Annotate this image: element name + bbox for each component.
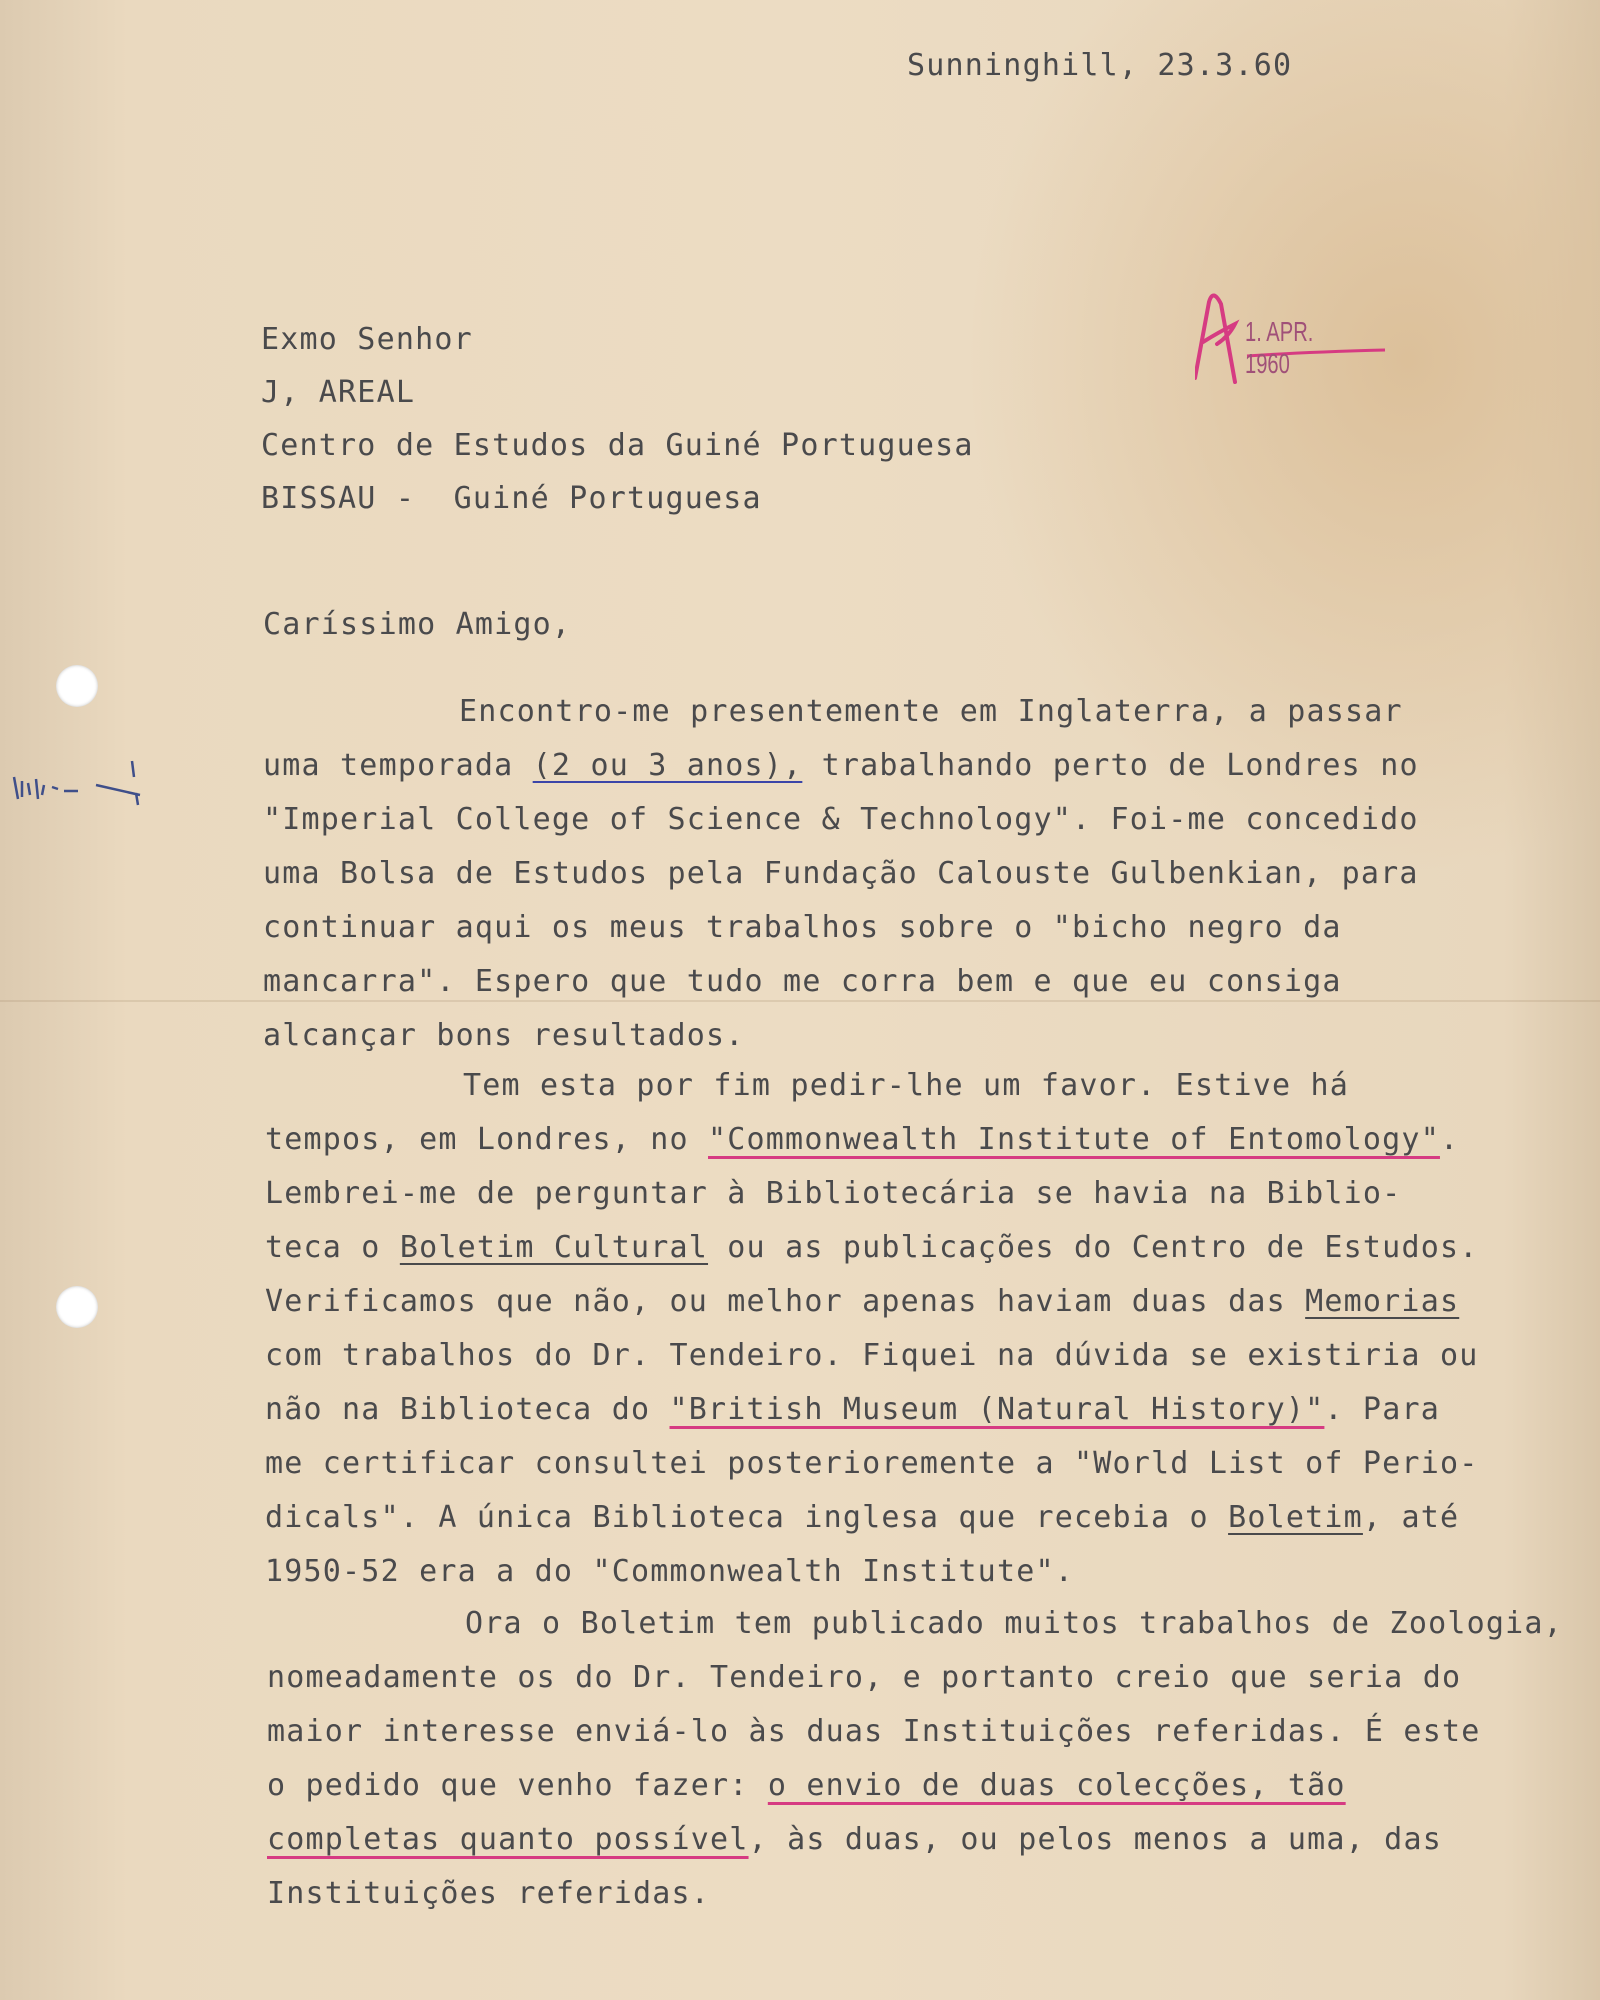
p1-line-1: Encontro-me presentemente em Inglaterra, a passar xyxy=(459,694,1403,729)
duration-annotated: (2 ou 3 anos), xyxy=(532,748,803,783)
p2-line-6: com trabalhos do Dr. Tendeiro. Fiquei na dúvida se existiria ou xyxy=(265,1338,1479,1373)
address-line-1: Exmo Senhor xyxy=(261,322,473,357)
text-span: , às duas, ou pelos menos a uma, das xyxy=(748,1822,1442,1857)
institute-underlined: "Commonwealth Institute of Entomology" xyxy=(708,1122,1440,1157)
address-line-3: Centro de Estudos da Guiné Portuguesa xyxy=(261,428,974,463)
punch-hole-top xyxy=(56,665,98,707)
place-date: Sunninghill, 23.3.60 xyxy=(907,48,1293,83)
boletim-underlined-2: Boletim xyxy=(1228,1500,1363,1535)
request-underlined: o envio de duas colecções, tão xyxy=(767,1768,1346,1803)
p3-line-1: Ora o Boletim tem publicado muitos trabalhos de Zoologia, xyxy=(465,1606,1563,1641)
p1-line-4: uma Bolsa de Estudos pela Fundação Calouste Gulbenkian, para xyxy=(263,856,1419,891)
salutation: Caríssimo Amigo, xyxy=(263,607,572,642)
text-span: teca o xyxy=(265,1230,400,1265)
received-stamp xyxy=(1195,282,1395,392)
p3-line-6: Instituições referidas. xyxy=(267,1876,711,1911)
text-span: , até xyxy=(1362,1500,1460,1535)
request-underlined-2: completas quanto possível xyxy=(267,1822,749,1857)
text-span: tempos, em Londres, no xyxy=(265,1122,709,1157)
p3-line-4 xyxy=(267,1768,1346,1803)
boletim-underlined: Boletim Cultural xyxy=(399,1230,709,1265)
p2-line-8: me certificar consultei posterioremente a "World List of Perio- xyxy=(265,1446,1479,1481)
fold-crease xyxy=(0,1000,1600,1002)
p1-line-5: continuar aqui os meus trabalhos sobre o "bicho negro da xyxy=(263,910,1342,945)
p2-line-2 xyxy=(265,1122,1459,1157)
p2-line-10: 1950-52 era a do "Commonwealth Institute". xyxy=(265,1554,1074,1589)
p2-line-1: Tem esta por fim pedir-lhe um favor. Estive há xyxy=(463,1068,1350,1103)
address-line-4: BISSAU - Guiné Portuguesa xyxy=(261,481,762,516)
p2-line-7 xyxy=(265,1392,1440,1427)
p1-line-2 xyxy=(263,748,1419,783)
text-span: . xyxy=(1439,1122,1460,1157)
text-span: uma temporada xyxy=(263,748,533,783)
text-span: . Para xyxy=(1324,1392,1440,1427)
museum-underlined: "British Museum (Natural History)" xyxy=(669,1392,1325,1427)
address-line-2: J, AREAL xyxy=(261,375,416,410)
text-span: não na Biblioteca do xyxy=(265,1392,670,1427)
p1-line-6: mancarra". Espero que tudo me corra bem e que eu consiga xyxy=(263,964,1342,999)
p2-line-5 xyxy=(265,1284,1459,1319)
p2-line-4 xyxy=(265,1230,1479,1265)
text-span: Verificamos que não, ou melhor apenas haviam duas das xyxy=(265,1284,1306,1319)
punch-hole-bottom xyxy=(56,1286,98,1328)
p1-line-7: alcançar bons resultados. xyxy=(263,1018,745,1053)
text-span: o pedido que venho fazer: xyxy=(267,1768,768,1803)
p3-line-3: maior interesse enviá-lo às duas Instituições referidas. É este xyxy=(267,1714,1481,1749)
p2-line-3: Lembrei-me de perguntar à Bibliotecária se havia na Biblio- xyxy=(265,1176,1402,1211)
margin-scribble xyxy=(8,755,148,815)
text-span: ou as publicações do Centro de Estudos. xyxy=(708,1230,1479,1265)
p3-line-5 xyxy=(267,1822,1442,1857)
received-date: 1. APR. 1960 xyxy=(1245,316,1314,379)
text-span: dicals". A única Biblioteca inglesa que recebia o xyxy=(265,1500,1229,1535)
memorias-underlined: Memorias xyxy=(1305,1284,1460,1319)
p2-line-9 xyxy=(265,1500,1459,1535)
text-span: trabalhando perto de Londres no xyxy=(802,748,1419,783)
p1-line-3: "Imperial College of Science & Technology". Foi-me concedido xyxy=(263,802,1419,837)
p3-line-2: nomeadamente os do Dr. Tendeiro, e portanto creio que seria do xyxy=(267,1660,1462,1695)
